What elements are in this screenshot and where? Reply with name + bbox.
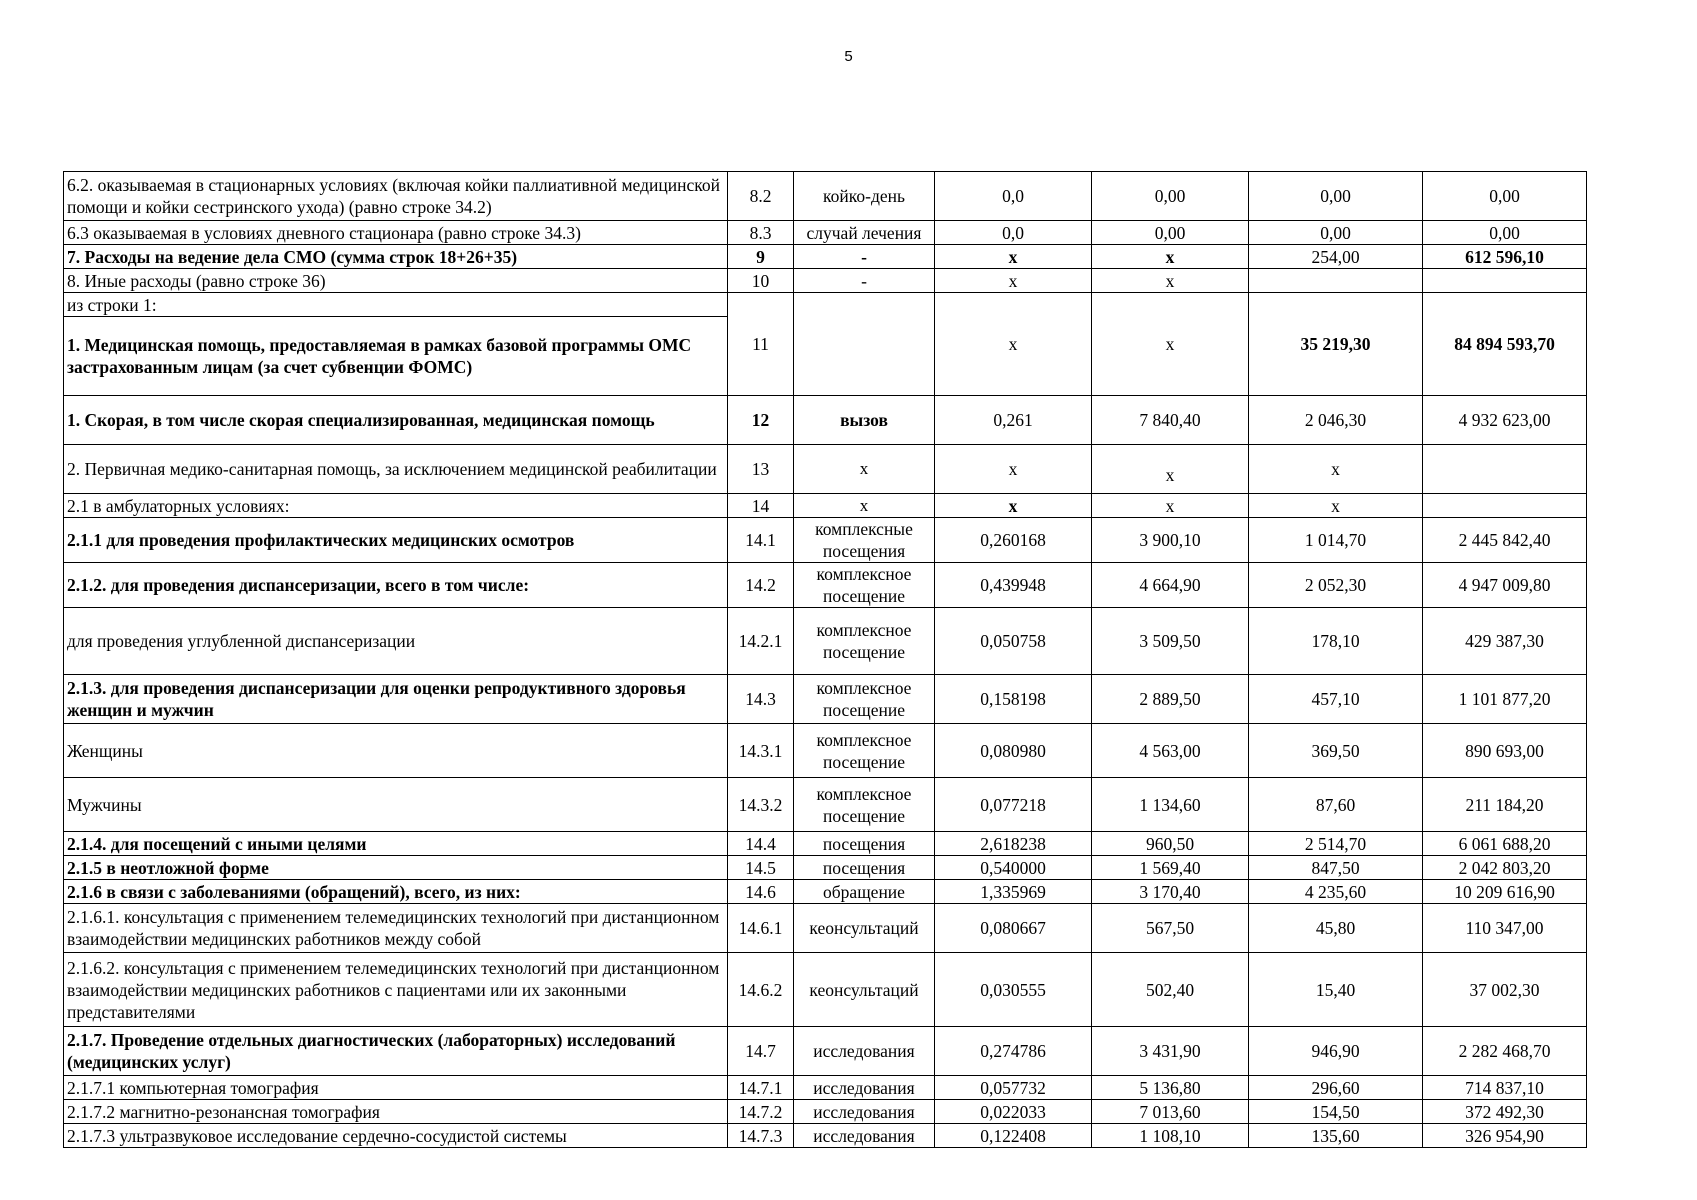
- row-name: 2.1.2. для проведения диспансеризации, всего в том числе:: [64, 563, 728, 608]
- row-value-3: 457,10: [1249, 675, 1423, 724]
- row-value-4: [1423, 494, 1587, 518]
- row-value-3: 0,00: [1249, 221, 1423, 245]
- row-unit: -: [794, 245, 935, 269]
- row-value-1: 0,080667: [935, 904, 1092, 953]
- row-value-1: 0,0: [935, 221, 1092, 245]
- table-row: [64, 778, 1587, 832]
- row-number: 14.2: [728, 563, 794, 608]
- row-number: 13: [728, 445, 794, 494]
- table-row: [64, 856, 1587, 880]
- row-value-1: 0,260168: [935, 518, 1092, 563]
- row-unit: исследования: [794, 1076, 935, 1100]
- row-value-4: 211 184,20: [1423, 778, 1587, 832]
- row-unit: вызов: [794, 396, 935, 445]
- row-value-4: 890 693,00: [1423, 724, 1587, 778]
- row-value-4: 429 387,30: [1423, 608, 1587, 675]
- row-value-3: 15,40: [1249, 953, 1423, 1027]
- row-unit: исследования: [794, 1027, 935, 1076]
- row-value-2: х: [1092, 494, 1249, 518]
- row-number: 14.7.3: [728, 1124, 794, 1148]
- row-name: 2.1.7. Проведение отдельных диагностических (лабораторных) исследований (медицинских услуг): [64, 1027, 728, 1076]
- row-value-2: 0,00: [1092, 172, 1249, 221]
- row-value-3: 0,00: [1249, 172, 1423, 221]
- row-number: 14.6: [728, 880, 794, 904]
- row-number: 8.2: [728, 172, 794, 221]
- row-value-2: 4 563,00: [1092, 724, 1249, 778]
- row-value-4: 84 894 593,70: [1423, 293, 1587, 396]
- row-name: Женщины: [64, 724, 728, 778]
- row-value-4: 714 837,10: [1423, 1076, 1587, 1100]
- row-name: Мужчины: [64, 778, 728, 832]
- row-value-3: х: [1249, 494, 1423, 518]
- table-row: [64, 675, 1587, 724]
- row-value-1: 0,022033: [935, 1100, 1092, 1124]
- row-value-4: 110 347,00: [1423, 904, 1587, 953]
- row-number: 14.2.1: [728, 608, 794, 675]
- row-value-2: 3 170,40: [1092, 880, 1249, 904]
- row-value-1: 0,080980: [935, 724, 1092, 778]
- row-unit: х: [794, 445, 935, 494]
- row-value-2: 4 664,90: [1092, 563, 1249, 608]
- table-row: [64, 1027, 1587, 1076]
- row-name: 2.1.6 в связи с заболеваниями (обращений), всего, из них:: [64, 880, 728, 904]
- row-value-4: 2 445 842,40: [1423, 518, 1587, 563]
- row-value-1: х: [935, 293, 1092, 396]
- row-value-1: 0,057732: [935, 1076, 1092, 1100]
- table-row: [64, 1076, 1587, 1100]
- row-number: 14.7.1: [728, 1076, 794, 1100]
- row-unit: кеонсультаций: [794, 904, 935, 953]
- table-row: [64, 953, 1587, 1027]
- row-value-4: 612 596,10: [1423, 245, 1587, 269]
- row-number: 14: [728, 494, 794, 518]
- row-value-3: 946,90: [1249, 1027, 1423, 1076]
- row-value-2: 960,50: [1092, 832, 1249, 856]
- row-value-4: 372 492,30: [1423, 1100, 1587, 1124]
- row-unit: комплексное посещение: [794, 724, 935, 778]
- row-number: 12: [728, 396, 794, 445]
- row-value-1: 2,618238: [935, 832, 1092, 856]
- row-name: 2. Первичная медико-санитарная помощь, за исключением медицинской реабилитации: [64, 445, 728, 494]
- row-value-3: 45,80: [1249, 904, 1423, 953]
- row-unit: случай лечения: [794, 221, 935, 245]
- row-number: 14.6.2: [728, 953, 794, 1027]
- row-value-2: 7 013,60: [1092, 1100, 1249, 1124]
- row-value-2: 567,50: [1092, 904, 1249, 953]
- row-value-2: 3 900,10: [1092, 518, 1249, 563]
- row-value-1: х: [935, 245, 1092, 269]
- table-row: [64, 904, 1587, 953]
- row-number: 8.3: [728, 221, 794, 245]
- row-value-4: 0,00: [1423, 172, 1587, 221]
- row-value-1: х: [935, 269, 1092, 293]
- table-row: [64, 832, 1587, 856]
- row-value-3: [1249, 269, 1423, 293]
- row-value-2: 5 136,80: [1092, 1076, 1249, 1100]
- row-name: 2.1.7.3 ультразвуковое исследование сердечно-сосудистой системы: [64, 1124, 728, 1148]
- row-number: 10: [728, 269, 794, 293]
- row-value-3: 135,60: [1249, 1124, 1423, 1148]
- row-value-1: 0,261: [935, 396, 1092, 445]
- row-value-4: 326 954,90: [1423, 1124, 1587, 1148]
- row-unit: комплексное посещение: [794, 675, 935, 724]
- row-unit: исследования: [794, 1124, 935, 1148]
- table-row: [64, 396, 1587, 445]
- row-name: из строки 1:: [64, 293, 728, 317]
- table-row: [64, 494, 1587, 518]
- row-value-1: 0,122408: [935, 1124, 1092, 1148]
- row-number: 14.6.1: [728, 904, 794, 953]
- row-value-1: 0,274786: [935, 1027, 1092, 1076]
- row-name: 2.1.6.1. консультация с применением телемедицинских технологий при дистанционном взаимодействии медицинских работников между собой: [64, 904, 728, 953]
- row-value-4: 6 061 688,20: [1423, 832, 1587, 856]
- page-number: 5: [844, 48, 853, 65]
- table-row: [64, 608, 1587, 675]
- row-unit: посещения: [794, 832, 935, 856]
- row-unit: посещения: [794, 856, 935, 880]
- row-value-3: 2 514,70: [1249, 832, 1423, 856]
- row-value-3: 87,60: [1249, 778, 1423, 832]
- row-number: 11: [728, 293, 794, 396]
- row-number: 14.5: [728, 856, 794, 880]
- table-row: [64, 518, 1587, 563]
- row-value-4: 4 947 009,80: [1423, 563, 1587, 608]
- row-value-1: 1,335969: [935, 880, 1092, 904]
- row-number: 9: [728, 245, 794, 269]
- row-value-4: 1 101 877,20: [1423, 675, 1587, 724]
- row-number: 14.1: [728, 518, 794, 563]
- row-name: 6.2. оказываемая в стационарных условиях (включая койки паллиативной медицинской помощи и койки сестринского ухода) (равно строке 34.2): [64, 172, 728, 221]
- row-name: 2.1.4. для посещений с иными целями: [64, 832, 728, 856]
- table-row: [64, 245, 1587, 269]
- row-name: 1. Скорая, в том числе скорая специализированная, медицинская помощь: [64, 396, 728, 445]
- row-value-3: х: [1249, 445, 1423, 494]
- row-unit: х: [794, 494, 935, 518]
- row-value-3: 296,60: [1249, 1076, 1423, 1100]
- row-value-3: 847,50: [1249, 856, 1423, 880]
- row-value-3: 2 052,30: [1249, 563, 1423, 608]
- row-value-3: 254,00: [1249, 245, 1423, 269]
- row-value-1: 0,540000: [935, 856, 1092, 880]
- row-number: 14.4: [728, 832, 794, 856]
- row-value-2: 502,40: [1092, 953, 1249, 1027]
- row-unit: -: [794, 269, 935, 293]
- row-value-4: 10 209 616,90: [1423, 880, 1587, 904]
- row-value-2: х: [1092, 293, 1249, 396]
- row-value-4: 2 282 468,70: [1423, 1027, 1587, 1076]
- row-number: 14.3: [728, 675, 794, 724]
- table-row: [64, 269, 1587, 293]
- row-unit: кеонсультаций: [794, 953, 935, 1027]
- row-name: 2.1.7.2 магнитно-резонансная томография: [64, 1100, 728, 1124]
- row-unit: комплексное посещение: [794, 563, 935, 608]
- row-value-2: 1 134,60: [1092, 778, 1249, 832]
- row-value-2: 1 108,10: [1092, 1124, 1249, 1148]
- row-value-3: 178,10: [1249, 608, 1423, 675]
- table-row: [64, 221, 1587, 245]
- table-row: [64, 172, 1587, 221]
- row-value-4: 2 042 803,20: [1423, 856, 1587, 880]
- row-value-1: 0,0: [935, 172, 1092, 221]
- row-name: 2.1.6.2. консультация с применением телемедицинских технологий при дистанционном взаимодействии медицинских работников с пациентами или их законными представителями: [64, 953, 728, 1027]
- row-value-3: 4 235,60: [1249, 880, 1423, 904]
- row-value-2: 3 431,90: [1092, 1027, 1249, 1076]
- row-value-4: 0,00: [1423, 221, 1587, 245]
- row-value-2: 7 840,40: [1092, 396, 1249, 445]
- row-value-2: 2 889,50: [1092, 675, 1249, 724]
- row-name: 6.3 оказываемая в условиях дневного стационара (равно строке 34.3): [64, 221, 728, 245]
- row-unit: койко-день: [794, 172, 935, 221]
- row-value-3: 369,50: [1249, 724, 1423, 778]
- row-value-1: х: [935, 494, 1092, 518]
- row-value-3: 35 219,30: [1249, 293, 1423, 396]
- row-unit: [794, 293, 935, 396]
- row-value-1: 0,050758: [935, 608, 1092, 675]
- row-unit: обращение: [794, 880, 935, 904]
- row-number: 14.7: [728, 1027, 794, 1076]
- row-value-2: 3 509,50: [1092, 608, 1249, 675]
- row-value-1: 0,030555: [935, 953, 1092, 1027]
- row-value-2-text: х: [1165, 465, 1175, 485]
- row-value-2: 1 569,40: [1092, 856, 1249, 880]
- row-value-1: 0,439948: [935, 563, 1092, 608]
- row-name: 7. Расходы на ведение дела СМО (сумма строк 18+26+35): [64, 245, 728, 269]
- row-name: 2.1.3. для проведения диспансеризации для оценки репродуктивного здоровья женщин и мужчин: [64, 675, 728, 724]
- row-name: для проведения углубленной диспансеризации: [64, 608, 728, 675]
- row-unit: комплексное посещение: [794, 778, 935, 832]
- row-value-2: 0,00: [1092, 221, 1249, 245]
- row-value-4: 37 002,30: [1423, 953, 1587, 1027]
- table-row: [64, 724, 1587, 778]
- row-value-1: х: [935, 445, 1092, 494]
- row-value-2: х: [1092, 245, 1249, 269]
- row-value-3: 2 046,30: [1249, 396, 1423, 445]
- row-number: 14.3.1: [728, 724, 794, 778]
- row-name: 2.1.1 для проведения профилактических медицинских осмотров: [64, 518, 728, 563]
- row-value-1: 0,158198: [935, 675, 1092, 724]
- row-unit: исследования: [794, 1100, 935, 1124]
- row-value-4: [1423, 445, 1587, 494]
- table-row: [64, 880, 1587, 904]
- table-row: [64, 293, 1587, 317]
- row-value-3: 1 014,70: [1249, 518, 1423, 563]
- row-name: 2.1 в амбулаторных условиях:: [64, 494, 728, 518]
- row-value-4: 4 932 623,00: [1423, 396, 1587, 445]
- row-name: 2.1.7.1 компьютерная томография: [64, 1076, 728, 1100]
- table-row: [64, 1100, 1587, 1124]
- row-number: 14.3.2: [728, 778, 794, 832]
- row-name: 8. Иные расходы (равно строке 36): [64, 269, 728, 293]
- row-value-2: х: [1092, 269, 1249, 293]
- row-unit: комплексные посещения: [794, 518, 935, 563]
- table-row: [64, 1124, 1587, 1148]
- row-number: 14.7.2: [728, 1100, 794, 1124]
- row-name: 1. Медицинская помощь, предоставляемая в рамках базовой программы ОМС застрахованным лицам (за счет субвенции ФОМС): [64, 317, 728, 396]
- financial-table: [63, 171, 1587, 1148]
- row-value-1: 0,077218: [935, 778, 1092, 832]
- table-row: [64, 445, 1587, 494]
- row-value-2: [1092, 445, 1249, 494]
- table-row: [64, 563, 1587, 608]
- row-name: 2.1.5 в неотложной форме: [64, 856, 728, 880]
- row-unit: комплексное посещение: [794, 608, 935, 675]
- row-value-3: 154,50: [1249, 1100, 1423, 1124]
- row-value-4: [1423, 269, 1587, 293]
